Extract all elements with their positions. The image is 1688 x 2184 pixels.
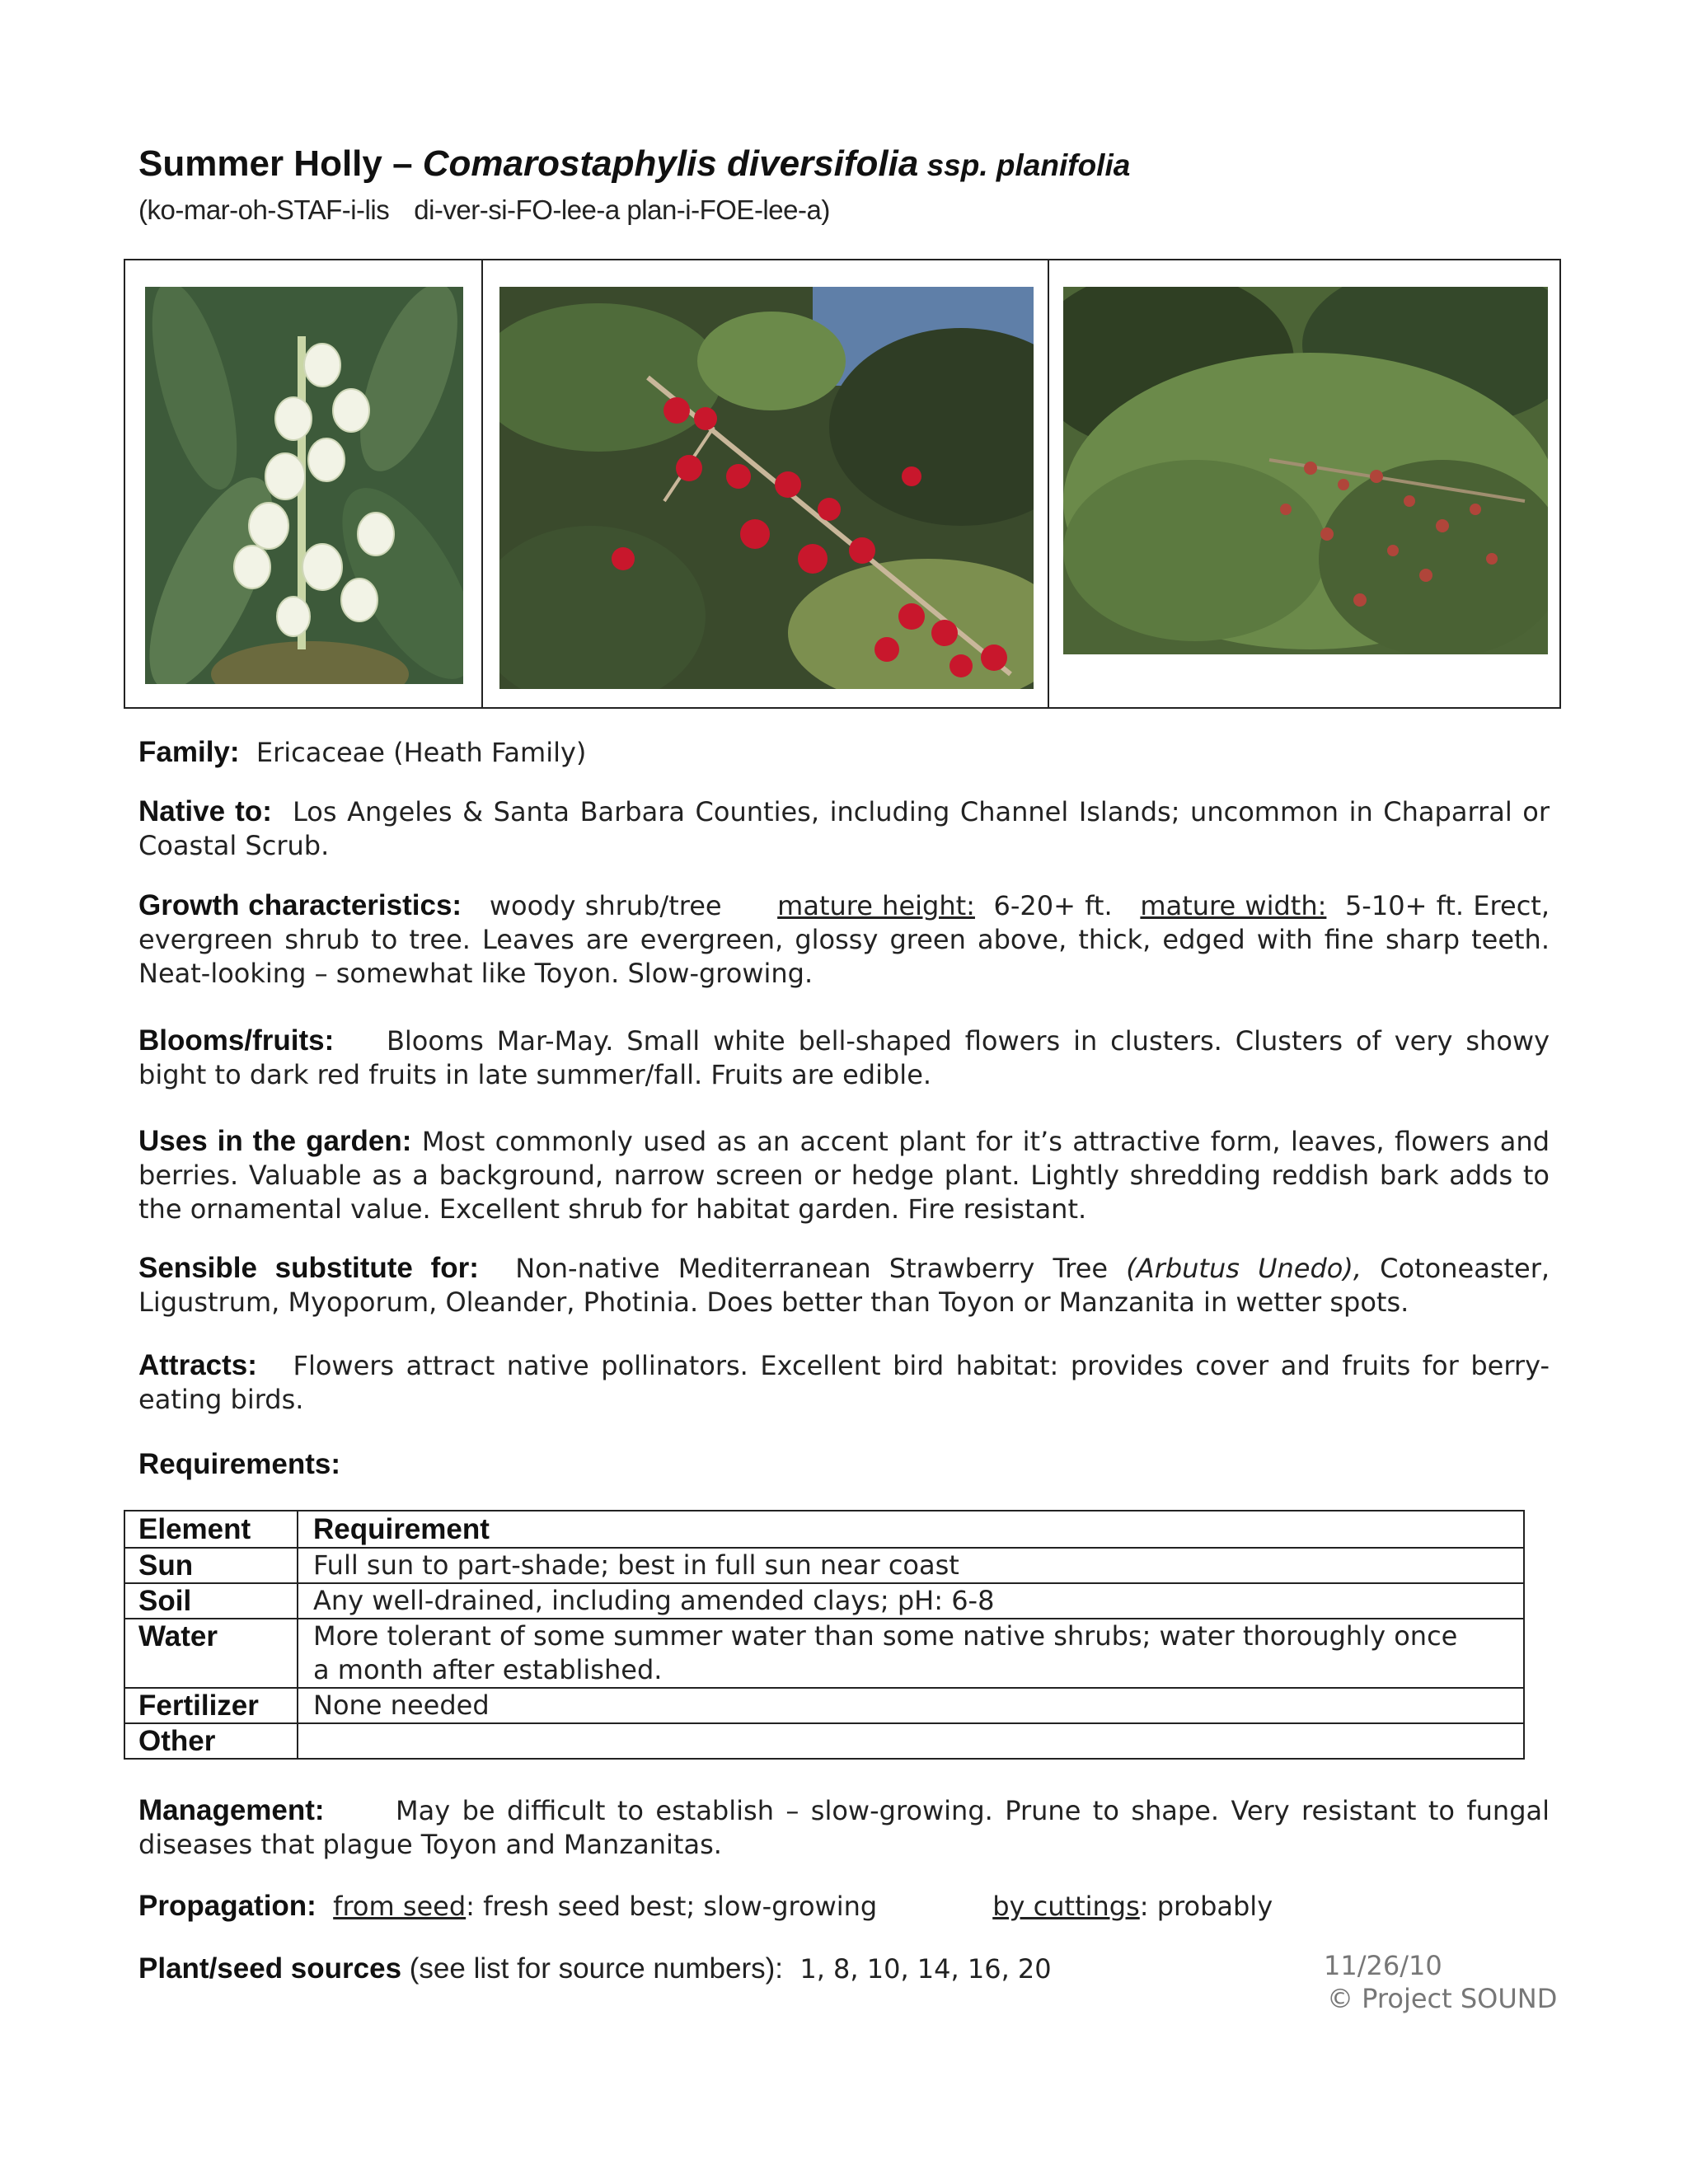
growth-section: Growth characteristics: woody shrub/tree mature height: 6-20+ ft. mature width: 5-10+ ft. Erect, evergreen shrub to tree. Leaves are evergreen, glossy green above, thick, edged with fine sharp teeth. Neat-looking – somewhat like Toyon. Slow-growing. [138,889,1550,989]
width-label: mature width: [1140,890,1327,921]
substitute-section: Sensible substitute for: Non-native Mediterranean Strawberry Tree (Arbutus Unedo), Cotoneaster, Ligustrum, Myoporum, Oleander, Photinia. Does better than Toyon or Manzanita in wetter spots. [138,1252,1550,1318]
shrub-photo [1063,287,1548,654]
table-row: Fertilizer None needed [124,1688,1524,1723]
blooms-section: Blooms/fruits: Blooms Mar-May. Small white bell-shaped flowers in clusters. Clusters of very showy bight to dark red fruits in late summer/fall. Fruits are edible. [138,1024,1550,1090]
height-label: mature height: [777,890,975,921]
family-section: Family: Ericaceae (Heath Family) [138,736,587,768]
native-section: Native to: Los Angeles & Santa Barbara Counties, including Channel Islands; uncommon in Chaparral or Coastal Scrub. [138,795,1550,861]
white-flower-cluster-photo [145,287,463,684]
table-header-row [124,1511,1524,1548]
revision-date: 11/26/10 [1324,1950,1442,1981]
pronunciation: (ko-mar-oh-STAF-i-lis di-ver-si-FO-lee-a plan-i-FOE-lee-a) [138,194,830,225]
table-row: Sun Full sun to part-shade; best in full sun near coast [124,1548,1524,1583]
management-section: Management: May be difficult to establish – slow-growing. Prune to shape. Very resistant to fungal diseases that plague Toyon and Manzanitas. [138,1794,1550,1860]
page-title: Summer Holly – Comarostaphylis diversifolia ssp. planifolia [138,143,1131,184]
table-row: Other [124,1723,1524,1759]
table-row: Water More tolerant of some summer water than some native shrubs; water thoroughly once a month after established. [124,1619,1524,1688]
red-berries-photo [499,287,1034,689]
cuttings-label: by cuttings [992,1891,1140,1922]
requirements-table [124,1510,1525,1760]
photo-table [124,259,1561,709]
header-element: Element [124,1511,298,1548]
header-requirement: Requirement [298,1511,1524,1548]
scientific-name: Comarostaphylis diversifolia [422,143,919,184]
subspecies: ssp. planifolia [918,148,1131,182]
requirements-heading: Requirements: [138,1448,341,1480]
copyright: © Project SOUND [1327,1983,1558,2014]
seed-label: from seed [333,1891,467,1922]
uses-section: Uses in the garden: Most commonly used as an accent plant for it’s attractive form, leaves, flowers and berries. Valuable as a background, narrow screen or hedge plant. Lightly shredding reddish bark adds to the ornamental value. Excellent shrub for habitat garden. Fire resistant. [138,1125,1550,1225]
attracts-section: Attracts: Flowers attract native pollinators. Excellent bird habitat: provides cover and fruits for berry-eating birds. [138,1349,1550,1415]
propagation-section: Propagation: from seed: fresh seed best; slow-growing by cuttings: probably [138,1890,1273,1922]
table-row: Soil Any well-drained, including amended clays; pH: 6-8 [124,1583,1524,1619]
sources-section: Plant/seed sources (see list for source numbers): 1, 8, 10, 14, 16, 20 [138,1952,1052,1985]
